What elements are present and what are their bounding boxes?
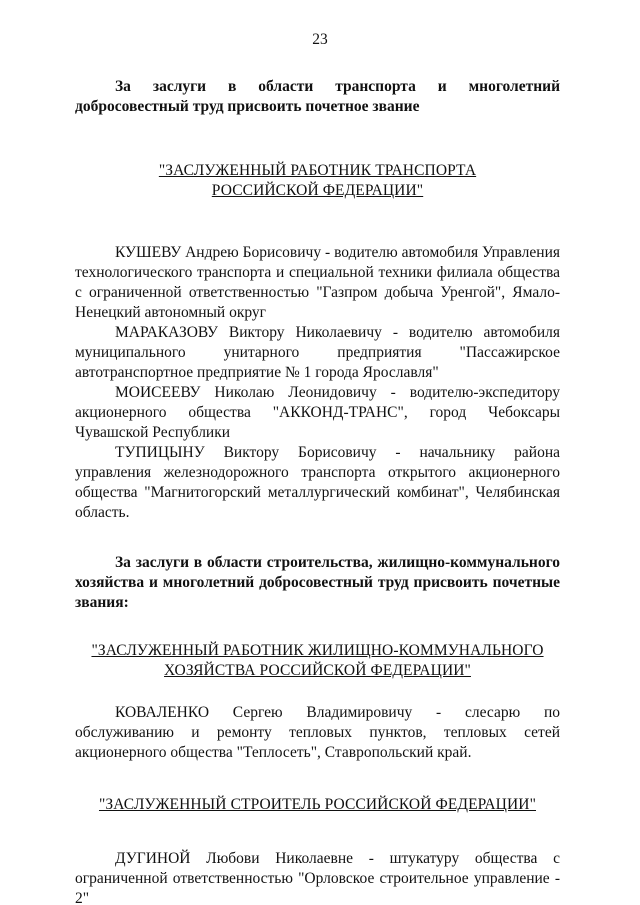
award-entry-kovalenko: КОВАЛЕНКО Сергею Владимировичу - слесарю по обслуживанию и ремонту тепловых пунктов, тепловых сетей акционерного общества "Теплосеть", Ставропольский край. <box>75 704 560 761</box>
award-title-transport-worker <box>75 161 560 201</box>
award-list-transport <box>75 243 560 523</box>
award-title-line: "ЗАСЛУЖЕННЫЙ СТРОИТЕЛЬ РОССИЙСКОЙ ФЕДЕРАЦИИ" <box>98 796 536 813</box>
award-title-builder <box>75 795 560 815</box>
award-title-line: "ЗАСЛУЖЕННЫЙ РАБОТНИК ЖИЛИЩНО-КОММУНАЛЬНОГО <box>91 642 544 659</box>
award-preamble-transport: За заслуги в области транспорта и многолетний добросовестный труд присвоить почетное звание <box>75 78 560 115</box>
award-entry-kushev: КУШЕВУ Андрею Борисовичу - водителю автомобиля Управления технологического транспорта и специальной техники филиала общества с ограниченной ответственностью "Газпром добыча Уренгой", Ямало-Ненецкий автономный округ <box>75 244 560 321</box>
award-title-housing-worker <box>75 641 560 681</box>
award-entry-marakazov: МАРАКАЗОВУ Виктору Николаевичу - водителю автомобиля муниципального унитарного предприятия "Пассажирское автотранспортное предприятие № 1 города Ярославля" <box>75 324 560 381</box>
award-preamble-construction: За заслуги в области строительства, жилищно-коммунального хозяйства и многолетний добросовестный труд присвоить почетные звания: <box>75 554 560 611</box>
page-number: 23 <box>312 31 328 48</box>
document-body <box>75 77 560 905</box>
award-entry-moiseev: МОИСЕЕВУ Николаю Леонидовичу - водителю-экспедитору акционерного общества "АККОНД-ТРАНС", город Чебоксары Чувашской Республики <box>75 384 560 441</box>
award-entry-dugina: ДУГИНОЙ Любови Николаевне - штукатуру общества с ограниченной ответственностью "Орловское строительное управление - 2" <box>75 850 560 905</box>
award-title-line: ХОЗЯЙСТВА РОССИЙСКОЙ ФЕДЕРАЦИИ" <box>164 662 471 679</box>
award-title-line: "ЗАСЛУЖЕННЫЙ РАБОТНИК ТРАНСПОРТА <box>158 162 477 179</box>
award-entry-tupitsyn: ТУПИЦЫНУ Виктору Борисовичу - начальнику района управления железнодорожного транспорта открытого акционерного общества "Магнитогорский металлургический комбинат", Челябинская область. <box>75 444 560 521</box>
award-title-line: РОССИЙСКОЙ ФЕДЕРАЦИИ" <box>211 182 424 199</box>
